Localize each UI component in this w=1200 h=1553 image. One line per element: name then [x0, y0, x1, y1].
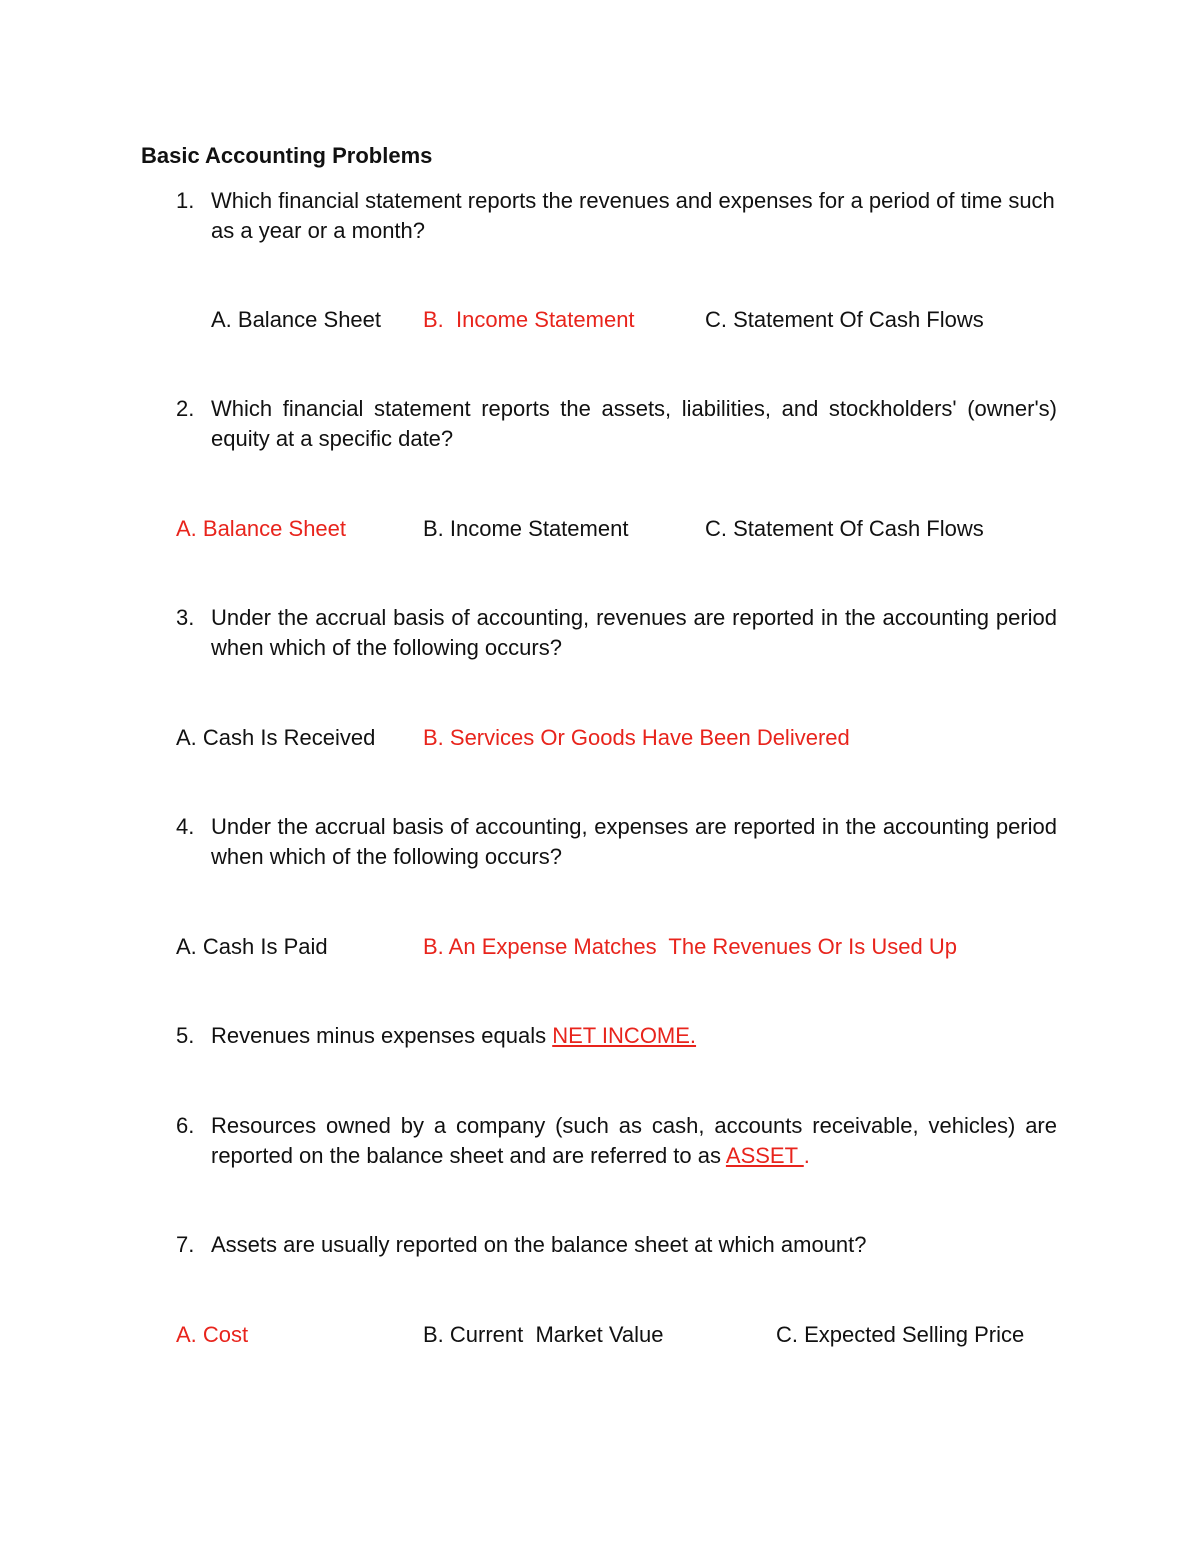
question-number: 1. — [176, 188, 195, 213]
question-text: Which financial statement reports the assets, liabilities, and stockholders' (owner's) equity at a specific date? — [211, 396, 1057, 451]
question-text: Assets are usually reported on the balance sheet at which amount? — [211, 1232, 867, 1257]
question-text — [211, 1021, 1057, 1051]
fill-in-answer: ASSET — [725, 1143, 804, 1168]
question-text-before: Resources owned by a company (such as cash, accounts receivable, vehicles) are reported on the balance sheet and are referred to as — [211, 1113, 1057, 1168]
option-a: A. Balance Sheet — [211, 307, 382, 332]
option-c: C. Statement Of Cash Flows — [705, 307, 984, 332]
question-number: 6. — [176, 1113, 195, 1138]
option-c: C. Statement Of Cash Flows — [705, 516, 984, 541]
option-b-correct: B. An Expense Matches The Revenues Or Is Used Up — [423, 934, 957, 959]
question-text: Under the accrual basis of accounting, expenses are reported in the accounting period when which of the following occurs? — [211, 814, 1057, 869]
question-number: 4. — [176, 814, 195, 839]
option-a-correct: A. Cost — [176, 1322, 249, 1347]
option-b-correct: B. Services Or Goods Have Been Delivered — [423, 725, 850, 750]
option-b: B. Current Market Value — [423, 1322, 664, 1347]
question-text: Which financial statement reports the revenues and expenses for a period of time such as a year or a month? — [211, 188, 1055, 243]
question-number: 7. — [176, 1232, 195, 1257]
fill-in-answer: NET INCOME. — [552, 1023, 697, 1048]
option-a: A. Cash Is Paid — [176, 934, 328, 959]
question-number: 5. — [176, 1023, 195, 1048]
option-c: C. Expected Selling Price — [776, 1322, 1025, 1347]
question-text: Under the accrual basis of accounting, revenues are reported in the accounting period when which of the following occurs? — [211, 605, 1057, 660]
question-text-after: . — [803, 1143, 810, 1168]
option-a: A. Cash Is Received — [176, 725, 376, 750]
question-text — [211, 1111, 1057, 1171]
option-a-correct: A. Balance Sheet — [176, 516, 347, 541]
question-text-before: Revenues minus expenses equals — [211, 1023, 553, 1048]
option-b-correct: B. Income Statement — [423, 307, 635, 332]
option-b: B. Income Statement — [423, 516, 629, 541]
question-number: 3. — [176, 605, 195, 630]
document-title: Basic Accounting Problems — [141, 143, 433, 168]
question-number: 2. — [176, 396, 195, 421]
